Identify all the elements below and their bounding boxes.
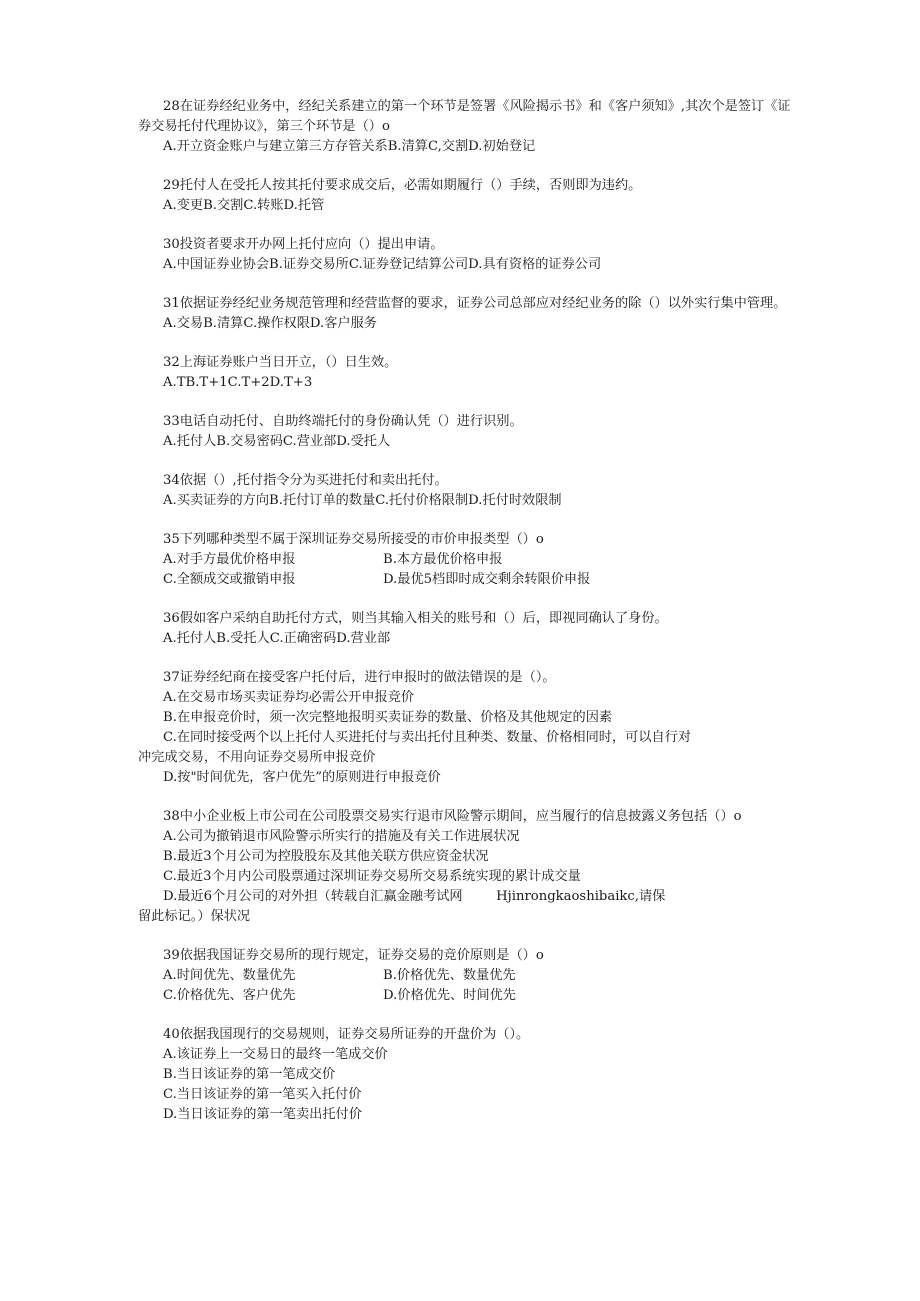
question-options: A.买卖证券的方向B.托付订单的数量C.托付价格限制D.托付时效限制 — [163, 493, 562, 508]
question-stem: 40依据我国现行的交易规则，证券交易所证券的开盘价为（）。 — [163, 1027, 530, 1042]
question-stem: 29托付人在受托人按其托付要求成交后，必需如期履行（）手续，否则即为违约。 — [163, 178, 642, 193]
question-37 — [138, 668, 798, 788]
document-body — [138, 97, 798, 1144]
option-d: D.最优5档即时成交剩余转限价申报 — [383, 572, 591, 587]
option-d: D.最近6个月公司的对外担（转载自汇赢金融考试网 Hjinrongkaoshibaikc,请保 — [163, 889, 666, 904]
option-d: D.按"时间优先，客户优先”的原则进行申报竞价 — [163, 770, 441, 785]
question-options: A.托付人B.受托人C.正确密码D.营业部 — [163, 631, 391, 646]
question-options-grid — [138, 966, 798, 1006]
option-b: B.本方最优价格申报 — [383, 552, 503, 567]
option-c: C.价格优先、客户优先 — [163, 988, 296, 1003]
question-stem: 35下列哪种类型不属于深圳证券交易所接受的市价申报类型（）o — [163, 532, 544, 547]
option-c: C.在同时接受两个以上托付人买进托付与卖出托付且种类、数量、价格相同时，可以自行对 — [163, 730, 692, 745]
option-a: A.公司为撤销退市风险警示所实行的措施及有关工作进展状况 — [163, 829, 520, 844]
question-38 — [138, 807, 798, 927]
question-options: A.TB.T+1C.T+2D.T+3 — [163, 375, 313, 390]
option-c: C.当日该证券的第一笔买入托付价 — [163, 1087, 362, 1102]
question-36 — [138, 609, 798, 649]
option-c-continued: 冲完成交易，不用向证券交易所申报竞价 — [138, 750, 376, 765]
question-31 — [138, 294, 798, 334]
question-40 — [138, 1025, 798, 1125]
question-32 — [138, 353, 798, 393]
option-a: A.对手方最优价格申报 — [163, 552, 296, 567]
question-stem: 30投资者要求开办网上托付应向（）提出申请。 — [163, 237, 444, 252]
question-stem: 39依据我国证券交易所的现行规定，证券交易的竞价原则是（）o — [163, 948, 544, 963]
question-35 — [138, 530, 798, 590]
option-d: D.价格优先、时间优先 — [383, 988, 516, 1003]
option-b: B.当日该证券的第一笔成交价 — [163, 1067, 336, 1082]
question-39 — [138, 946, 798, 1006]
option-b: B.价格优先、数量优先 — [383, 968, 516, 983]
option-d: D.当日该证券的第一笔卖出托付价 — [163, 1107, 362, 1122]
question-28 — [138, 97, 798, 157]
question-stem: 33电话自动托付、自助终端托付的身份确认凭（）进行识别。 — [163, 414, 523, 429]
option-b: B.在申报竞价时，须一次完整地报明买卖证券的数量、价格及其他规定的因素 — [163, 710, 613, 725]
question-34 — [138, 471, 798, 511]
option-a: A.该证券上一交易日的最终一笔成交价 — [163, 1047, 388, 1062]
option-c: C.最近3个月内公司股票通过深圳证券交易所交易系统实现的累计成交量 — [163, 869, 581, 884]
question-options-grid — [138, 550, 798, 590]
question-29 — [138, 176, 798, 216]
question-33 — [138, 412, 798, 452]
question-stem: 31依据证券经纪业务规范管理和经营监督的要求，证券公司总部应对经纪业务的除（）以外实行集中管理。 — [163, 296, 787, 311]
question-stem: 36假如客户采纳自助托付方式，则当其输入相关的账号和（）后，即视同确认了身份。 — [163, 611, 668, 626]
option-a: A.在交易市场买卖证券均必需公开申报竞价 — [163, 690, 415, 705]
question-stem: 28在证券经纪业务中，经纪关系建立的第一个环节是签署《风险揭示书》和《客户须知》,其次个是签订《证券交易托付代理协议》，第三个环节是（）o — [138, 99, 791, 134]
question-options: A.交易B.清算C.操作权限D.客户服务 — [163, 316, 377, 331]
question-options: A.开立资金账户与建立第三方存管关系B.清算C,交割D.初始登记 — [163, 139, 536, 154]
question-options: A.变更B.交割C.转账D.托管 — [163, 198, 325, 213]
question-options: A.中国证券业协会B.证券交易所C.证券登记结算公司D.具有资格的证券公司 — [163, 257, 602, 272]
option-d-continued: 留此标记。）保状况 — [138, 909, 251, 924]
option-b: B.最近3个月公司为控股股东及其他关联方供应资金状况 — [163, 849, 489, 864]
question-stem: 34依据（）,托付指令分为买进托付和卖出托付。 — [163, 473, 448, 488]
option-c: C.全额成交或撤销申报 — [163, 572, 296, 587]
question-stem: 37证券经纪商在接受客户托付后，进行申报时的做法错误的是（）。 — [163, 670, 556, 685]
option-a: A.时间优先、数量优先 — [163, 968, 296, 983]
question-options: A.托付人B.交易密码C.营业部D.受托人 — [163, 434, 391, 449]
question-stem: 38中小企业板上市公司在公司股票交易实行退市风险警示期间，应当履行的信息披露义务包括（）o — [163, 809, 742, 824]
question-30 — [138, 235, 798, 275]
question-stem: 32上海证券账户当日开立，（）日生效。 — [163, 355, 398, 370]
